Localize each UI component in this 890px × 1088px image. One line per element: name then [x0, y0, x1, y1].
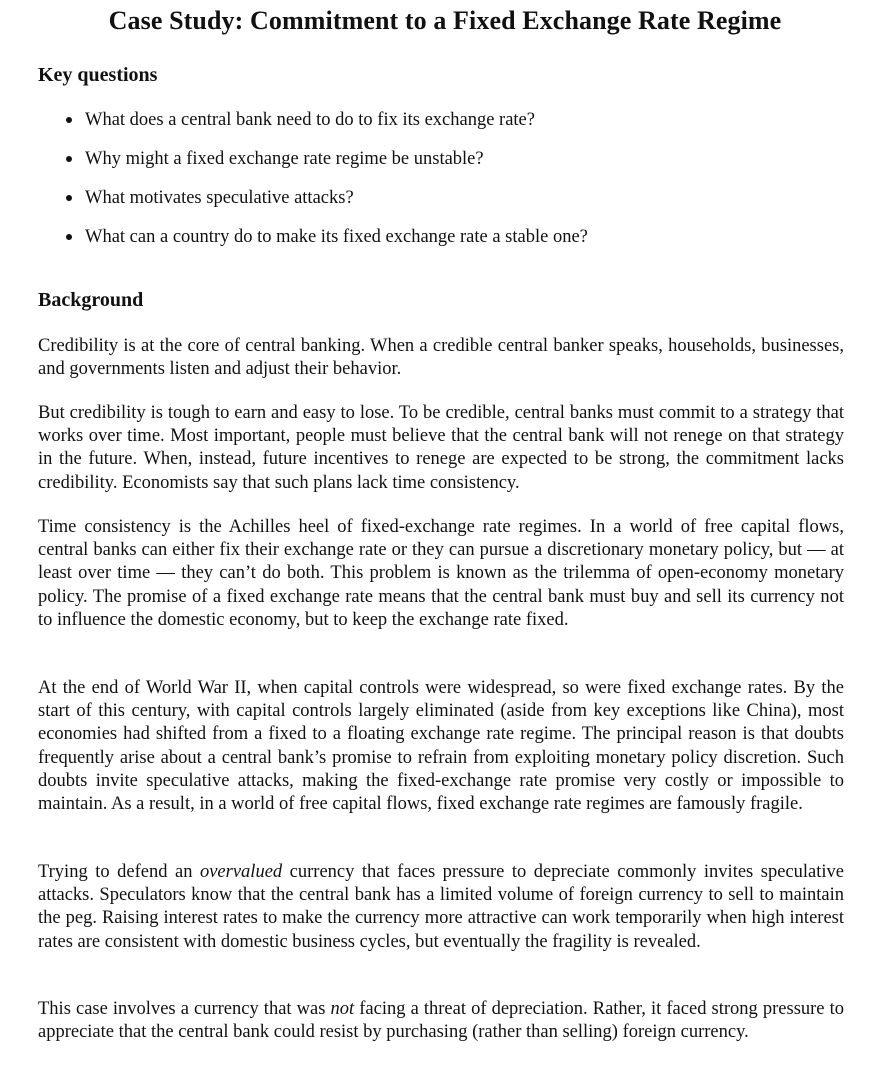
list-item: [66, 226, 826, 265]
bullet-icon: [66, 117, 72, 123]
question-text: What can a country do to make its fixed exchange rate a stable one?: [85, 227, 588, 247]
emphasis-text: overvalued: [199, 862, 283, 882]
background-heading: Background: [38, 289, 144, 311]
paragraph-text: This case involves a currency that was: [38, 999, 331, 1019]
background-paragraph-3: Time consistency is the Achilles heel of fixed-exchange rate regimes. In a world of free capital flows, central banks can either fix their exchange rate or they can pursue a discretionary monetary policy, but — at least over time — they can’t do both. This problem is known as the trilemma of open-economy monetary policy. The promise of a fixed exchange rate means that the central bank must buy and sell its currency not to influence the domestic economy, but to keep the exchange rate fixed.: [38, 517, 844, 630]
question-text: Why might a fixed exchange rate regime be unstable?: [85, 149, 484, 169]
background-paragraph-6: [38, 998, 844, 1044]
list-item: [66, 109, 826, 148]
emphasis-text: not: [330, 999, 355, 1019]
bullet-icon: [66, 156, 72, 162]
page-title: Case Study: Commitment to a Fixed Exchange Rate Regime: [108, 6, 782, 35]
question-text: What does a central bank need to do to fix its exchange rate?: [85, 110, 535, 130]
bullet-icon: [66, 195, 72, 201]
paragraph-text: facing a threat of depreciation. Rather, it faced strong pressure to appreciate that the central bank could resist by purchasing (rather than selling) foreign currency.: [38, 999, 845, 1043]
background-paragraph-2: But credibility is tough to earn and easy to lose. To be credible, central banks must commit to a strategy that works over time. Most important, people must believe that the central bank will not renege on that strategy in the future. When, instead, future incentives to renege are expected to be strong, the commitment lacks credibility. Economists say that such plans lack time consistency.: [38, 403, 844, 493]
paragraph-text: Trying to defend an: [38, 862, 200, 882]
question-text: What motivates speculative attacks?: [85, 188, 354, 208]
bullet-icon: [66, 234, 72, 240]
paragraph-text: currency that faces pressure to depreciate commonly invites speculative attacks. Speculators know that the central bank has a limited volume of foreign currency to sell to maintain the peg. Raising interest rates to make the currency more attractive can work temporarily when high interest rates are consistent with domestic business cycles, but eventually the fragility is revealed.: [38, 862, 844, 952]
key-questions-list: [66, 109, 826, 265]
list-item: [66, 148, 826, 187]
key-questions-heading: Key questions: [38, 64, 158, 86]
background-paragraph-1: Credibility is at the core of central banking. When a credible central banker speaks, households, businesses, and governments listen and adjust their behavior.: [38, 336, 844, 380]
background-paragraph-4: At the end of World War II, when capital controls were widespread, so were fixed exchange rates. By the start of this century, with capital controls largely eliminated (aside from key exceptions like China), most economies had shifted from a fixed to a floating exchange rate regime. The principal reason is that doubts frequently arise about a central bank’s promise to refrain from exploiting monetary policy discretion. Such doubts invite speculative attacks, making the fixed-exchange rate promise very costly or impossible to maintain. As a result, in a world of free capital flows, fixed exchange rate regimes are famously fragile.: [38, 678, 844, 815]
background-paragraph-5: [38, 861, 844, 954]
list-item: [66, 187, 826, 226]
